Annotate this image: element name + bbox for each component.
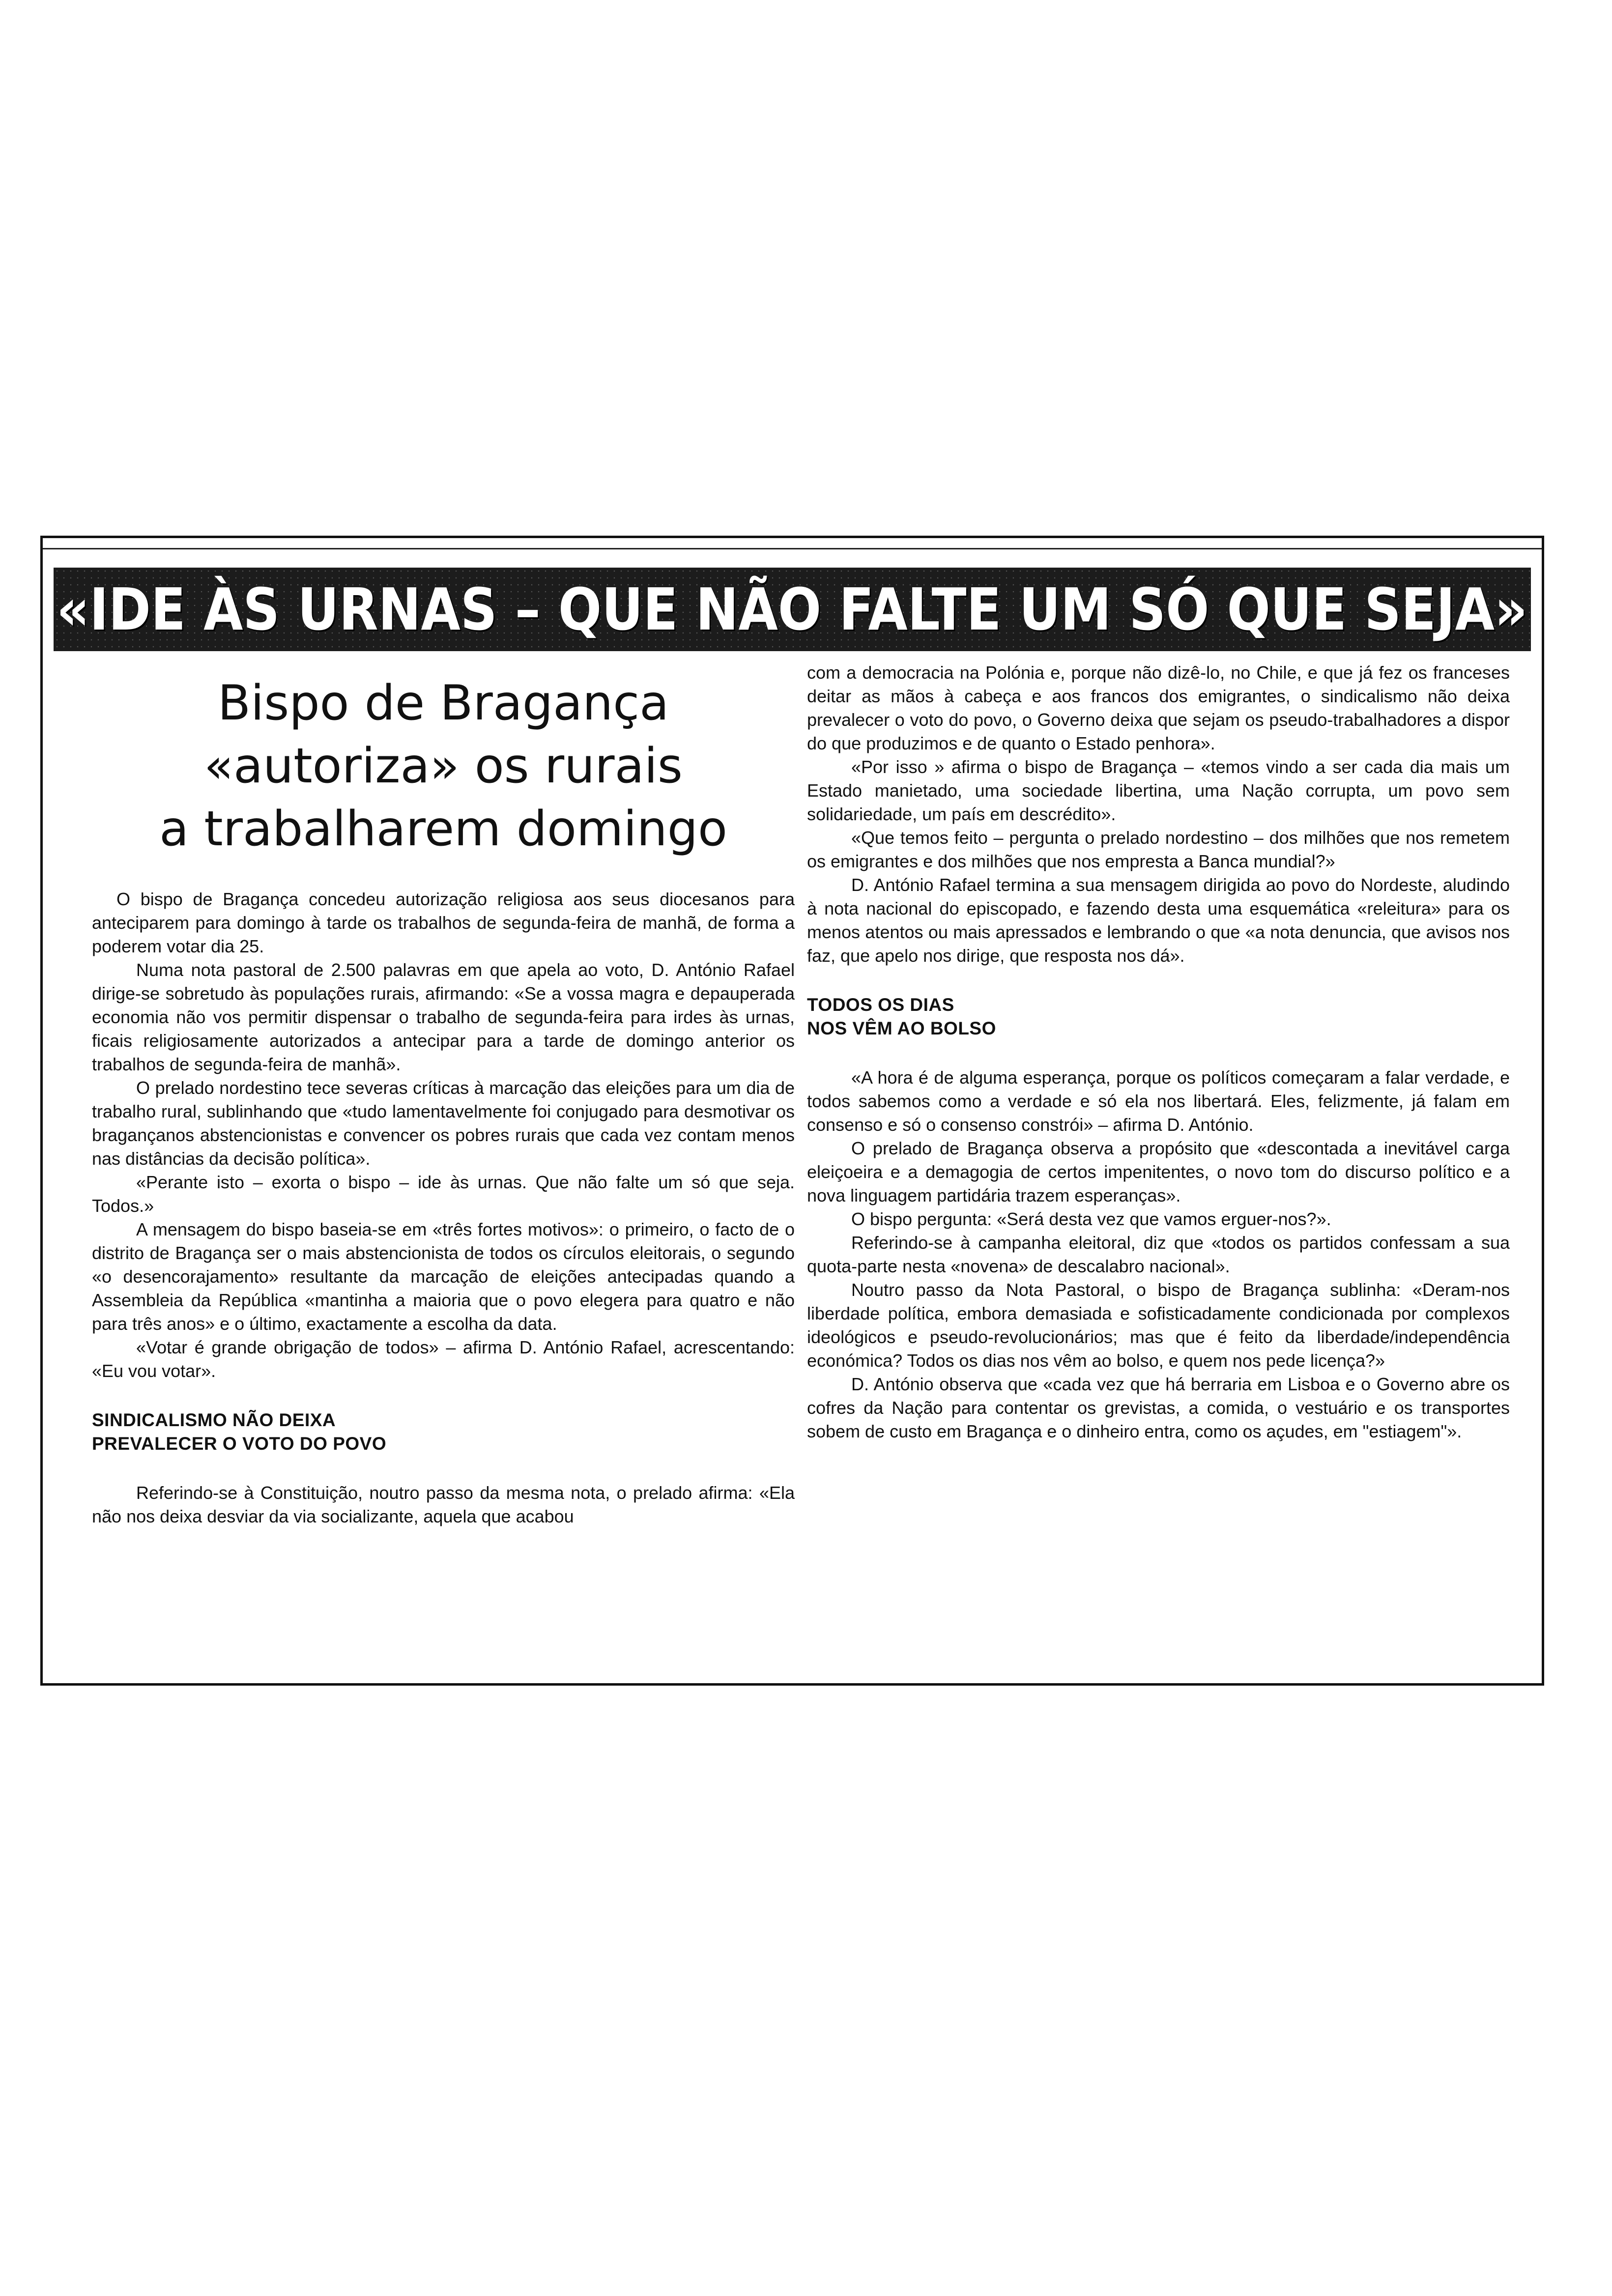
top-rule (43, 548, 1542, 549)
left-column (92, 661, 795, 1528)
subhead-line-2: PREVALECER O VOTO DO POVO (92, 1434, 387, 1454)
subhead-line-1: SINDICALISMO NÃO DEIXA (92, 1410, 336, 1430)
paragraph: D. António observa que «cada vez que há berraria em Lisboa e o Governo abre os cofres da Nação para contentar os grevistas, a comida, o vestuário e os transportes sobem de custo em Bragança e o dinheiro entra, como os açudes, em "estiagem"». (807, 1374, 1510, 1441)
headline (92, 672, 795, 861)
paragraph: O bispo de Bragança concedeu autorização religiosa aos seus diocesanos para anteciparem para domingo à tarde os trabalhos de segunda-feira de manhã, de forma a poderem votar dia 25. (92, 889, 795, 956)
paragraph: D. António Rafael termina a sua mensagem dirigida ao povo do Nordeste, aludindo à nota nacional do episcopado, e fazendo desta uma esquemática «releitura» para os menos atentos ou mais apressados e lembrando o que «a nota denuncia, que avisos nos faz, que apelo nos dirige, que resposta nos dá». (807, 875, 1510, 966)
paragraph: «Perante isto – exorta o bispo – ide às urnas. Que não falte um só que seja. Todos.» (92, 1172, 795, 1216)
subhead-todos-os-dias (807, 993, 1510, 1040)
paragraph-continuation: com a democracia na Polónia e, porque não dizê-lo, no Chile, e que já fez os franceses deitar as mãos à cabeça e aos francos dos emigrantes, o sindicalismo não deixa prevalecer o voto do povo, o Governo deixa que sejam os pseudo-trabalhadores a dispor do que produzimos e de quanto o Estado penhora». (807, 662, 1510, 753)
paragraph: Referindo-se à Constituição, noutro passo da mesma nota, o prelado afirma: «Ela não nos deixa desviar da via socializante, aquela que acabou (92, 1483, 795, 1526)
paragraph: «Que temos feito – pergunta o prelado nordestino – dos milhões que nos remetem os emigrantes e dos milhões que nos empresta a Banca mundial?» (807, 828, 1510, 871)
paragraph: «Por isso » afirma o bispo de Bragança – «temos vindo a ser cada dia mais um Estado manietado, uma sociedade libertina, uma Nação corrupta, um povo sem solidariedade, um país em descrédito». (807, 757, 1510, 824)
paragraph: O prelado de Bragança observa a propósito que «descontada a inevitável carga eleiçoeira e a demagogia de certos impenitentes, o novo tom do discurso político e a nova linguagem partidária trazem esperanças». (807, 1138, 1510, 1205)
paragraph: Noutro passo da Nota Pastoral, o bispo de Bragança sublinha: «Deram-nos liberdade política, embora demasiada e sofisticadamente condicionada por complexos ideológicos e pseudo-revolucionários; mas que é feito da liberdade/independência económica? Todos os dias nos vêm ao bolso, e quem nos pede licença?» (807, 1280, 1510, 1371)
headline-line-1: Bispo de Bragança (217, 675, 669, 731)
paragraph: Referindo-se à campanha eleitoral, diz que «todos os partidos confessam a sua quota-parte nesta «novena» de descalabro nacional». (807, 1233, 1510, 1276)
paragraph: O prelado nordestino tece severas críticas à marcação das eleições para um dia de trabalho rural, sublinhando que «tudo lamentavelmente foi conjugado para desmotivar os bragançanos abstencionistas e convencer os pobres rurais que cada vez contam menos nas distâncias da decisão política». (92, 1078, 795, 1169)
subhead-line-1: TODOS OS DIAS (807, 995, 954, 1015)
banner-title: «IDE ÀS URNAS – QUE NÃO FALTE UM SÓ QUE SEJA» (57, 575, 1528, 643)
paragraph: O bispo pergunta: «Será desta vez que vamos erguer-nos?». (851, 1209, 1331, 1229)
subhead-line-2: NOS VÊM AO BOLSO (807, 1018, 996, 1038)
banner (54, 568, 1531, 651)
paragraph: Numa nota pastoral de 2.500 palavras em que apela ao voto, D. António Rafael dirige-se sobretudo às populações rurais, afirmando: «Se a vossa magra e depauperada economia não vos permitir dispensar o trabalho de segunda-feira para irdes às urnas, ficais religiosamente autorizados a antecipar para a tarde de domingo anterior os trabalhos de segunda-feira de manhã». (92, 960, 795, 1074)
paragraph: «Votar é grande obrigação de todos» – afirma D. António Rafael, acrescentando: «Eu vou votar». (92, 1337, 795, 1381)
headline-line-3: a trabalharem domingo (159, 801, 727, 857)
headline-line-2: «autoriza» os rurais (204, 738, 683, 794)
right-column (807, 661, 1510, 1443)
paragraph: «A hora é de alguma esperança, porque os políticos começaram a falar verdade, e todos sabemos como a verdade e só ela nos libertará. Eles, felizmente, já falam em consenso e só o consenso constrói» – afirma D. António. (807, 1067, 1510, 1135)
paragraph: A mensagem do bispo baseia-se em «três fortes motivos»: o primeiro, o facto de o distrito de Bragança ser o mais abstencionista de todos os círculos eleitorais, o segundo «o desencorajamento» resultante da marcação de eleições antecipadas quando a Assembleia da República «mantinha a maioria que o povo elegera para quatro e não para três anos» e o último, exactamente a escolha da data. (92, 1219, 795, 1334)
subhead-sindicalismo (92, 1408, 795, 1456)
article-frame (40, 536, 1544, 1686)
